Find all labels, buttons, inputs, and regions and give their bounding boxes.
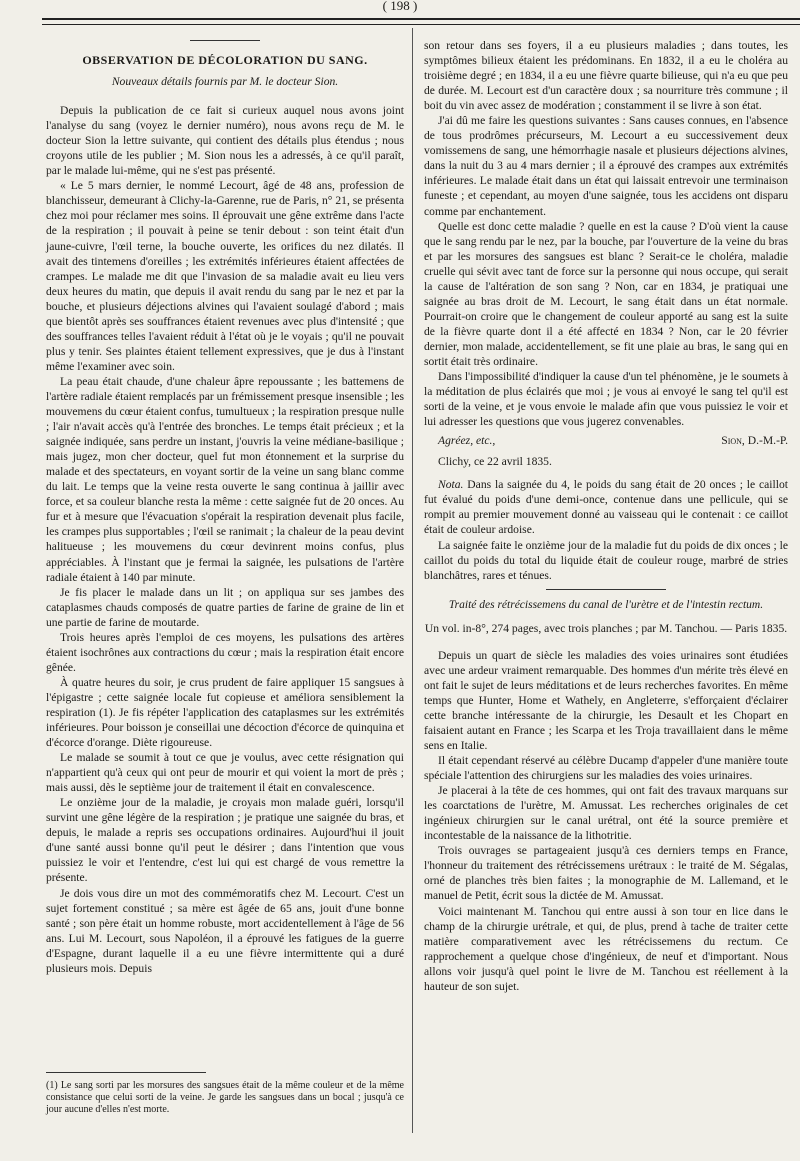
paragraph: son retour dans ses foyers, il a eu plusieurs maladies ; dans toutes, les symptômes bilieux étaient les prédominans. En 1832, il a eu le choléra au troisième degré ; en 1834, il a eu une fièvre quarte bilieuse, qui n'a eu que peu de durée. M. Lecourt est d'un caractère doux ; sa nourriture très commune ; il boit du vin avec assez de modération ; constamment il se livre à son état.: [424, 39, 788, 113]
column-separator: [412, 28, 413, 1133]
letter-date: Clichy, ce 22 avril 1835.: [438, 455, 552, 469]
footnote: (1) Le sang sorti par les morsures des sangsues était de la même couleur et de la même consistance que celui sorti de la veine. Je garde les sangsues dans un bocal ; jusqu'à ce jour aucune d'elles n'est morte.: [46, 1080, 404, 1115]
paragraph: Trois ouvrages se partageaient jusqu'à ces derniers temps en France, l'honneur du traitement des rétrécissemens urétraux : le traité de M. Ségalas, orné de planches très bien faites ; la monographie de M. Lallemand, et le manuel de Petit, écrit sous la dictée de M. Amussat.: [424, 844, 788, 903]
page-number: ( 198 ): [382, 0, 418, 13]
review-title: Traité des rétrécissemens du canal de l'urètre et de l'intestin rectum.: [448, 598, 764, 611]
nota-paragraph: [424, 477, 788, 537]
article-subtitle: Nouveaux détails fournis par M. le docteur Sion.: [111, 75, 339, 89]
right-column: [424, 38, 788, 994]
signature-line: [424, 433, 788, 448]
paragraph: Il était cependant réservé au célèbre Ducamp d'appeler d'une manière toute spéciale l'attention des chirurgiens sur les maladies des voies urinaires.: [424, 754, 788, 783]
paragraph: Depuis un quart de siècle les maladies des voies urinaires sont étudiées avec une ardeur vraiment remarquable. Des hommes d'un mérite très élevé en ont fait le sujet de leurs méditations et de leurs recherches favorites. En même temps que Hunter, Home et Wathely, en Angleterre, s'efforçaient d'éclairer cette branche intéressante de la chirurgie, les Desault et les Chopart en faisaient autant en France ; les Scarpa et les Troja travaillaient dans le même sens en Italie.: [424, 648, 788, 753]
paragraph: Le onzième jour de la maladie, je croyais mon malade guéri, lorsqu'il survint une gêne légère de la respiration ; je pratique une saignée du bras, et depuis, le malade a repris ses occupations ordinaires. Aujourd'hui il jouit d'une santé aussi bonne qu'il peut le désirer ; dans l'intention que vous puissiez le voir et l'entendre, c'est lui qui est chargé de vous remettre la présente.: [46, 796, 404, 885]
paragraph: Voici maintenant M. Tanchou qui entre aussi à son tour en lice dans le champ de la chirurgie urétrale, et qui, de plus, prend à tache de traiter cette matière comparativement avec les rétrécissemens du rectum. Ce rapprochement a quelque chose d'ingénieux, de neuf et d'important. Nous allons voir jusqu'à quel point le livre de M. Tanchou est réellement à la hauteur de son sujet.: [424, 904, 788, 993]
paragraph: « Le 5 mars dernier, le nommé Lecourt, âgé de 48 ans, profession de blanchisseur, demeurant à Clichy-la-Garenne, rue de Paris, n° 21, se présenta chez moi pour réclamer mes soins. Il éprouvait une gêne extrême dans l'acte de la respiration ; il pouvait à peine se tenir debout : son teint était d'un jaune-cuivre, l'œil terne, la bouche ouverte, les orifices du nez dilatés. Il avait des tintemens d'oreilles ; les extrémités inférieures étaient affectées de crampes. Le malade me dit que l'invasion de sa maladie avait eu lieu vers deux heures du matin, que depuis il avait rendu du sang par le nez et par la bouche, et plusieurs déjections alvines qui l'avaient soulagé d'abord ; mais que bientôt après ses souffrances étaient revenues avec plus d'intensité ; que des souffrances telles l'avaient réduit à l'état où je le voyais ; qu'il ne pouvait plus y tenir. Ses plaintes étaient tellement expressives, que je dus à l'instant même l'examiner avec soin.: [46, 179, 404, 373]
nota-text: Dans la saignée du 4, le poids du sang était de 20 onces ; le caillot fut évalué du poids d'une demi-once, contenue dans une pellicule, qui se rompit au premier mouvement donné au vaisseau qui le contenait : ce caillot était de couleur ardoise.: [424, 478, 788, 537]
paragraph: Trois heures après l'emploi de ces moyens, les pulsations des artères étaient isochrônes aux contractions du cœur ; mais la respiration était encore gênée.: [46, 630, 404, 674]
paragraph: Quelle est donc cette maladie ? quelle en est la cause ? D'où vient la cause que le sang rendu par le nez, par la bouche, par l'ouverture de la veine du bras et par les morsures des sangsues est blanc ? Serait-ce le choléra, maladie cruelle qui sévit avec tant de force sur la personne qui nous occupe, qui serait la cause de l'altération de son sang ? Non, car en 1834, je pratiquai une saignée au bras droit de M. Lecourt, le sang était dans un état normale. Pourrait-on croire que le changement de couleur apporté au sang est la suite de la fièvre quarte dont il a été affecté en 1834 ? Non, car le 20 février dernier, mon malade, accidentellement, se fit une plaie au bras, le sang qui en sortit était très ordinaire.: [424, 219, 788, 368]
paragraph: Je fis placer le malade dans un lit ; on appliqua sur ses jambes des cataplasmes chauds composés de quatre parties de farine de graine de lin et une partie de farine de moutarde.: [46, 585, 404, 629]
paragraph: J'ai dû me faire les questions suivantes : Sans causes connues, en l'absence de tous prodrômes précurseurs, M. Lecourt a eu successivement deux vomissemens de sang, une hémorrhagie nasale et plusieurs déjections alvines, dans la nuit du 3 au 4 mars dernier ; il a éprouvé des crampes aux extrémités inférieures. Le malade était dans un état qui laissait entrevoir une terminaison funeste ; et cependant, au moyen d'une saignée, tous les accidens ont disparu comme par enchantement.: [424, 114, 788, 218]
paragraph: À quatre heures du soir, je crus prudent de faire appliquer 15 sangsues à l'épigastre ; cette saignée locale fut copieuse et améliora sensiblement la respiration (1). Je fis répéter l'application des cataplasmes sur les extrémités inférieures. Pour boisson je conseillai une décoction d'écorce de quinquina et d'écorce d'orange. Diète rigoureuse.: [46, 675, 404, 750]
paragraph: Le malade se soumit à tout ce que je voulus, avec cette résignation qui n'appartient qu'à ceux qui ont peur de mourir et qui voient la mort de près ; mais aussi, dès le septième jour de traitement il était en convalescence.: [46, 751, 404, 795]
paragraph: La peau était chaude, d'une chaleur âpre repoussante ; les battemens de l'artère radiale étaient remplacés par un frémissement presque insensible ; les mouvemens du cœur étaient confus, tumultueux ; la respiration presque nulle ; l'air n'avait accès qu'à l'entrée des bronches. Le temps était précieux ; et la saignée indiquée, sans perdre un instant, j'ouvris la veine médiane-basilique ; mais jugez, mon cher docteur, quel fut mon étonnement et la surprise du malade et des spectateurs, en voyant sortir de la veine un sang blanc comme du lait. Le temps que la veine resta ouverte le sang continua à jaillir avec force, et sa couleur blanche resta la même : cette saignée fut de 20 onces. Au fur et à mesure que l'évacuation s'opérait la respiration devenait plus facile, les crampes plus supportables ; l'œil se ranimait ; la chaleur de la peau devint halitueuse ; les mouvemens du cœur devinrent moins confus, plus appréciables. À l'instant que je fermai la saignée, les pulsations de l'artère radiale étaient à 140 par minute.: [46, 374, 404, 584]
footnote-rule: [46, 1072, 206, 1073]
nota-label: Nota.: [438, 478, 464, 492]
paragraph: Je dois vous dire un mot des commémoratifs chez M. Lecourt. C'est un sujet fortement constitué ; sa mère est âgée de 65 ans, jouit d'une bonne santé ; son père était un homme robuste, mort accidentellement à l'âge de 56 ans. Lui M. Lecourt, sous Napoléon, il a éprouvé les fatigues de la guerre d'Espagne, durant laquelle il a eu une fièvre intermittente qui a duré plusieurs mois. Depuis: [46, 886, 404, 975]
header-rule: [42, 18, 800, 25]
closing-formula: Agréez, etc.,: [438, 434, 496, 448]
section-rule: [546, 589, 666, 590]
signature: Sion, D.-M.-P.: [721, 434, 788, 448]
book-info: Un vol. in-8°, 274 pages, avec trois planches ; par M. Tanchou. — Paris 1835.: [424, 621, 788, 635]
nota-paragraph-2: La saignée faite le onzième jour de la maladie fut du poids de dix onces ; le caillot du poids du total du liquide était de couleur rouge, marbré de stries blanchâtres, rares et ténues.: [424, 538, 788, 582]
article-title: OBSERVATION DE DÉCOLORATION DU SANG.: [82, 53, 368, 67]
paragraph: Dans l'impossibilité d'indiquer la cause d'un tel phénomène, je le soumets à la méditation de plus éclairés que moi ; je vous ai envoyé le sang tel qu'il est sorti de la veine, et je vous envoie le malade afin que vous puissiez le voir et lui adresser les questions que vous jugerez convenables.: [424, 370, 788, 429]
left-column: [46, 36, 404, 1115]
paragraph: Depuis la publication de ce fait si curieux auquel nous avons joint l'analyse du sang (voyez le dernier numéro), nous avons reçu de M. le docteur Sion la lettre suivante, qui contient des détails plus étendus ; nous croyons utile de les publier ; M. Sion nous les a adressés, à ce qu'il paraît, par le malade lui-même, qui ne s'est pas présenté.: [46, 104, 404, 178]
paragraph: Je placerai à la tête de ces hommes, qui ont fait des travaux marquans sur les coarctations de l'urètre, M. Amussat. Les recherches originales de cet ingénieux chirurgien sur le canal urétral, ont été la source première et incontestable de la naissance de la lithotritie.: [424, 784, 788, 843]
title-rule: [190, 40, 260, 41]
